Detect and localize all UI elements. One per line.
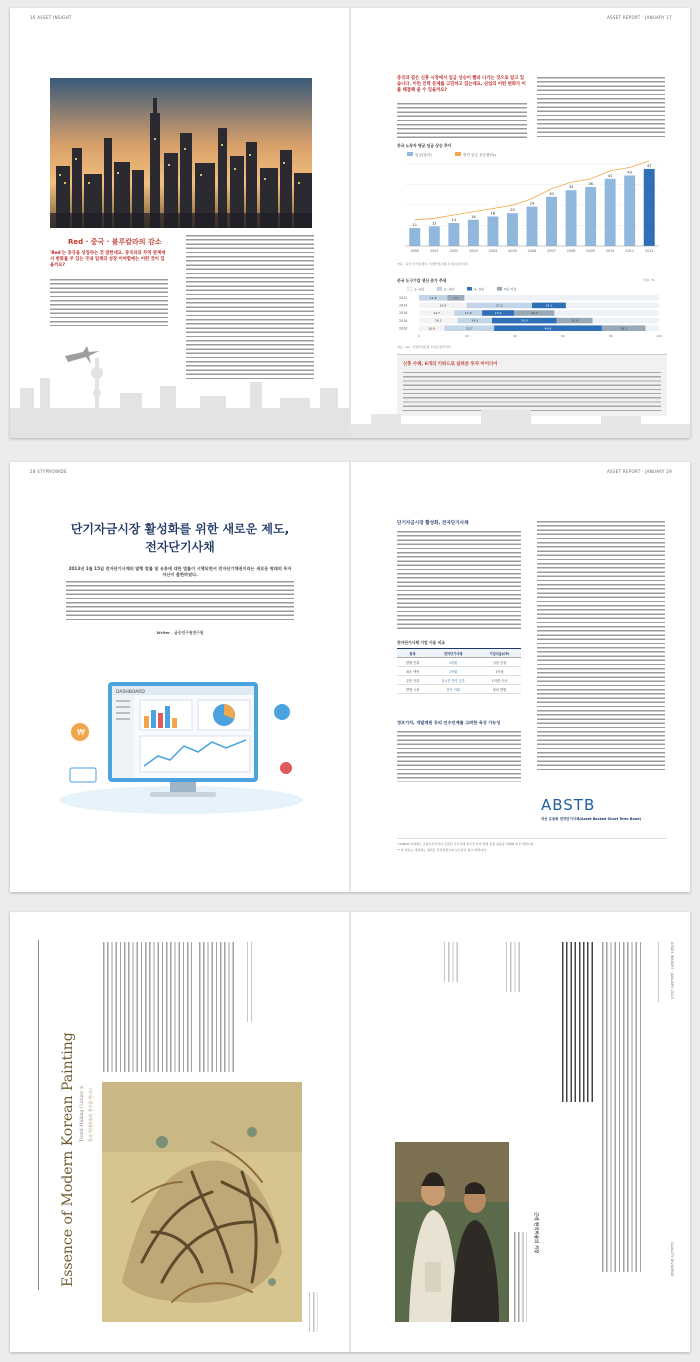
- chart-source: 자료 : 중국 국가통계국, 서경산업은행 투자증권리서치: [397, 262, 468, 266]
- svg-text:₩: ₩: [77, 728, 85, 737]
- section-title: Red · 중국 · 불루칼라의 감소: [68, 238, 162, 246]
- legend-swatch: [407, 287, 412, 291]
- table-cell: 1억원: [428, 667, 478, 676]
- body-text-column-1: [397, 530, 521, 630]
- running-header: ASSET REPORT · JANUARY 17: [607, 15, 672, 20]
- bar-value-label: 41: [607, 173, 613, 178]
- legend-label: 1~2년: [414, 287, 425, 292]
- table-header-cell: 전자단기사채: [428, 649, 478, 658]
- magazine-spread-3: [10, 912, 690, 1352]
- x-tick-label: 2007: [547, 249, 556, 253]
- table-cell: 장외 발행: [478, 685, 521, 694]
- bar: [468, 220, 479, 246]
- chart-unit: 단위 : %: [643, 278, 655, 282]
- x-tick-label: 2011: [625, 249, 635, 253]
- writer-credit: Writer . 금융연구원연구원: [156, 630, 204, 635]
- vertical-runhead: QUALITY DIVIDEND: [670, 1242, 674, 1277]
- x-tick-label: 100: [656, 334, 662, 338]
- vertical-caption: [246, 942, 252, 1022]
- box-title: 신흥 수혜, 6개의 키워드로 살펴본 투자 아이디어: [403, 362, 498, 367]
- bar: [644, 169, 655, 246]
- x-tick-label: 2002: [449, 249, 459, 253]
- x-tick-label: 2008: [566, 249, 576, 253]
- vertical-body-text: [198, 942, 236, 1072]
- caption-vertical: 근대 한국미술의 거장: [533, 1212, 538, 1254]
- x-tick-label: 2004: [488, 249, 498, 253]
- stacked-bar-chart: [397, 286, 667, 344]
- x-tick-label: 2001: [429, 249, 439, 253]
- investment-idea-box: [397, 354, 667, 416]
- chart-title: 중국 도구기업 생산 증가 추세: [397, 278, 447, 283]
- table-header-row: [397, 649, 521, 658]
- comparison-table: [397, 648, 521, 694]
- table-row: [397, 667, 521, 676]
- skyline-illustration: [10, 338, 350, 438]
- legend-label: 5년 이상: [504, 287, 517, 292]
- legend-label: 2~4년: [444, 287, 455, 292]
- running-header: 16 ASSET INSIGHT: [30, 15, 72, 20]
- body-text-column-1: [397, 102, 527, 140]
- x-tick-label: 80: [609, 334, 613, 338]
- table-cell: 발행 단위: [397, 658, 428, 667]
- segment-label: 26.9: [520, 318, 528, 323]
- bar-value-label: 24: [529, 201, 535, 206]
- table-row: [397, 658, 521, 667]
- bar: [448, 223, 459, 246]
- body-text-column-1: [50, 278, 168, 326]
- page-16: [10, 8, 350, 438]
- bar: [487, 216, 498, 246]
- table-title: 전자단기사채 기업 이용 비교: [397, 640, 445, 645]
- legend-label: 4~5년: [474, 287, 485, 292]
- bar: [585, 187, 596, 246]
- x-tick-label: 0: [418, 334, 420, 338]
- segment-label: 14.3: [471, 318, 479, 323]
- article-title-line2: 전자단기사채: [145, 540, 215, 554]
- table-cell: 1억원 이상: [478, 676, 521, 685]
- x-tick-label: 60: [561, 334, 565, 338]
- divider: [397, 838, 667, 839]
- segment-label: 14.1: [545, 303, 553, 308]
- section-heading: 중국과 같은 신흥 시장에서 임금 상승이 빨라 나가는 것으로 알고 있습니다. 이런 인력 문제를 고민하고 있는데요, 산업의 어떤 변화가 이를 해결해 줄 수 있을까요?: [397, 76, 526, 93]
- abstb-subtitle: 자산 유동화 전자단기사채(Asset Backed Short Term Bond): [541, 817, 642, 821]
- x-tick-label: 40: [513, 334, 517, 338]
- legend-label: 연간 임금 상승률(%): [463, 153, 496, 157]
- bar-value-label: 43: [627, 170, 632, 175]
- row-label: 2018: [399, 318, 408, 323]
- bar-value-label: 20: [510, 208, 515, 213]
- airplane-icon: [65, 346, 99, 364]
- art-page-right: [350, 912, 690, 1352]
- segment-label: 7.1: [453, 295, 459, 300]
- footnote: * K-NICP 이외에도 금융투자신탁이 포함된 단기사채 외국인 투자 법령 통용 내용을 미래의 비교 바랍니다.: [397, 842, 535, 846]
- x-tick-label: 2012: [644, 249, 654, 253]
- body-text-column-1b: [397, 730, 521, 782]
- x-tick-label: 2006: [527, 249, 537, 253]
- bar: [527, 207, 538, 246]
- segment-label: 27.2: [496, 303, 503, 308]
- chart-title: 중국 노동자 평균 임금 상승 추이: [397, 143, 452, 148]
- segment-label: 16.1: [434, 318, 442, 323]
- legend-swatch: [437, 287, 442, 291]
- segment-label: 11.8: [429, 295, 437, 300]
- wage-bar-chart: [397, 150, 667, 260]
- computer-dashboard-illustration: [50, 672, 312, 822]
- bar-value-label: 47: [646, 163, 652, 168]
- legend-swatch: [407, 152, 413, 156]
- box-body-text: [403, 371, 661, 411]
- vertical-subtitle: Trend Making Culture ①: [80, 1085, 85, 1142]
- body-text-column-2: [537, 520, 665, 770]
- table-cell: 유통 단위: [397, 676, 428, 685]
- shanghai-city-photo: [50, 78, 312, 228]
- x-tick-label: 2010: [605, 249, 615, 253]
- vertical-body-text: [601, 942, 641, 1272]
- row-label: 2020: [399, 326, 408, 331]
- section-heading: 단기자금시장 활성화, 전자단기사채: [397, 521, 469, 526]
- legend-swatch: [467, 287, 472, 291]
- segment-label: 20.7: [465, 326, 473, 331]
- legend-swatch: [497, 287, 502, 291]
- dashboard-title: DASHBOARD: [116, 690, 145, 695]
- table-cell: 전자 거래: [428, 685, 478, 694]
- bar: [566, 190, 577, 246]
- segment-label: 10.6: [428, 326, 436, 331]
- x-tick-label: 20: [465, 334, 469, 338]
- page-17: [350, 8, 690, 438]
- bar-value-label: 18: [490, 211, 496, 216]
- running-header: 28 STYPROWIDE: [30, 469, 67, 474]
- vertical-subtitle-ko: 한국 현대미술의 정수를 만나다: [88, 1087, 93, 1142]
- legend-swatch: [455, 152, 461, 156]
- segment-label: 11.6: [464, 311, 472, 316]
- painting-caption: [308, 1292, 318, 1332]
- table-cell: 1억원: [428, 658, 478, 667]
- x-tick-label: 2003: [469, 249, 478, 253]
- oil-painting-image: [102, 1082, 302, 1322]
- bar-value-label: 30: [549, 191, 554, 196]
- table-cell: 최소 액면: [397, 667, 428, 676]
- table-header-cell: 항목: [397, 649, 428, 658]
- article-intro: 2013년 1월 15일 전자단기사채의 발행 법률 및 유통에 대한 법률이 시행되면서 전자단기채권이라는 새로운 형태의 투자 자산이 출현하였다.: [68, 566, 292, 577]
- segment-label: 18.2: [620, 326, 628, 331]
- row-label: 2016: [399, 311, 408, 316]
- bar-value-label: 36: [588, 181, 593, 186]
- segment-label: 44.9: [544, 326, 552, 331]
- segment-label: 13.4: [494, 311, 502, 316]
- vertical-caption: [443, 942, 459, 982]
- vertical-title-en: Essence of Modern Korean Painting: [60, 1032, 76, 1287]
- section-heading: 정보가치, 개발재원 등의 인수인계를 고려한 육성 가능성: [397, 720, 501, 725]
- bar-value-label: 16: [471, 214, 476, 219]
- table-header-cell: 기업어음(CP): [478, 649, 521, 658]
- vertical-runhead: ASSET INSIGHT · JANUARY 2013: [670, 942, 674, 999]
- x-tick-label: 2009: [586, 249, 595, 253]
- table-cell: 발행 시장: [397, 685, 428, 694]
- table-cell: 실물 증권: [478, 658, 521, 667]
- bar: [429, 226, 440, 246]
- table-row: [397, 685, 521, 694]
- legend-label: 임금(달러): [415, 153, 432, 157]
- article-title-line1: 단기자금시장 활성화를 위한 새로운 제도,: [70, 522, 290, 536]
- abstb-callout: ABSTB: [541, 796, 596, 814]
- table-row: [397, 676, 521, 685]
- table-cell: 1억원: [478, 667, 521, 676]
- bar-value-label: 12: [432, 221, 437, 226]
- body-text-column-2: [537, 76, 665, 140]
- bar: [546, 197, 557, 246]
- running-header: ASSET REPORT · JANUARY 29: [607, 469, 672, 474]
- bar: [507, 213, 518, 246]
- segment-label: 15.0: [571, 318, 578, 323]
- vertical-body-text: [102, 942, 192, 1072]
- art-page-left: [10, 912, 350, 1352]
- vertical-caption: [505, 942, 521, 992]
- bar: [605, 179, 616, 246]
- portrait-caption: [513, 1232, 527, 1322]
- table-cell: 실시간 전자 등록: [428, 676, 478, 685]
- x-tick-label: 2000: [410, 249, 420, 253]
- bar-value-label: 34: [568, 185, 574, 190]
- segment-label: 19.9: [439, 303, 447, 308]
- page-28: [10, 462, 350, 892]
- x-tick-label: 2005: [508, 249, 517, 253]
- article-intro-continued: [66, 580, 294, 620]
- segment-label: 16.7: [530, 311, 538, 316]
- magazine-spread-2: [10, 462, 690, 892]
- skyline-illustration: [351, 408, 690, 438]
- footnote: ** 본 자료는 예상되는 결과로 작성되었으며 보도자료 참고 바랍니다.: [397, 848, 487, 852]
- row-label: 2014: [399, 303, 408, 308]
- magazine-spread-1: [10, 8, 690, 438]
- bar: [624, 175, 635, 246]
- segment-label: 14.7: [433, 311, 440, 316]
- bar: [409, 228, 420, 246]
- portrait-painting-image: [395, 1142, 509, 1322]
- page-29: [350, 462, 690, 892]
- vertical-body-text: [561, 942, 593, 1102]
- row-label: 2012: [399, 296, 408, 300]
- lead-question: 'Red'는 중국을 상징하는 것 말한대요. 중국과의 무역 관계에서 변화를 주 있는 국내 업계의 성장 이야함에는 어떤 것이 있을까요?: [50, 251, 166, 268]
- bar-value-label: 14: [451, 218, 457, 223]
- chart-source: 자료 : Lin, 서경산업은행 투자증권리서치: [397, 345, 451, 349]
- bar-value-label: 11: [412, 222, 418, 227]
- vertical-runhead: [657, 942, 661, 1002]
